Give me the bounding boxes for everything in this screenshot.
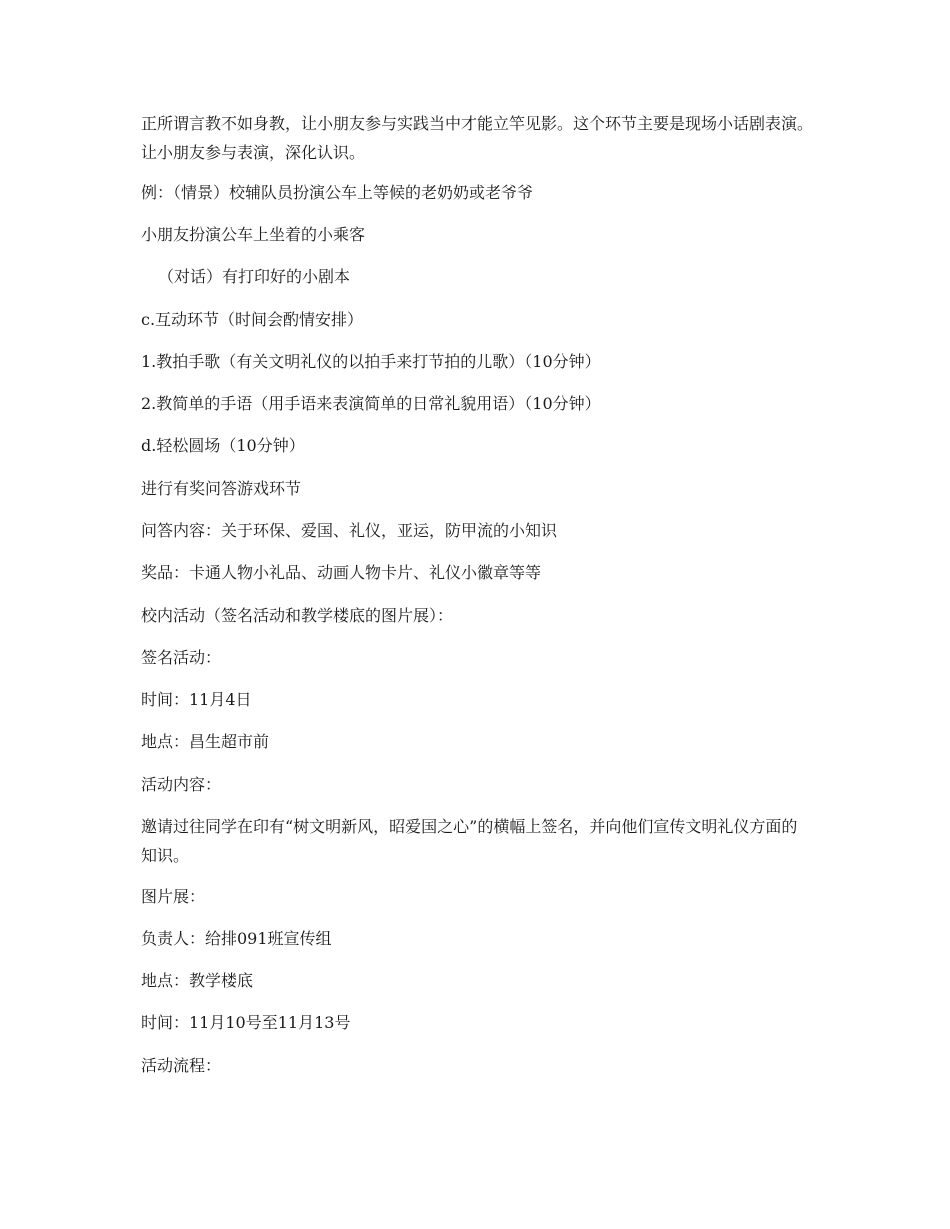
paragraph-closing-section: d.轻松圆场（10分钟）: [141, 436, 305, 455]
paragraph-prizes: 奖品：卡通人物小礼品、动画人物卡片、礼仪小徽章等等: [141, 563, 542, 582]
paragraph-interactive-section: c.互动环节（时间会酌情安排）: [141, 310, 364, 329]
paragraph-quiz-game: 进行有奖问答游戏环节: [141, 479, 302, 498]
paragraph-signature-heading: 签名活动：: [141, 648, 222, 667]
paragraph-passenger-role: 小朋友扮演公车上坐着的小乘客: [141, 225, 366, 244]
paragraph-signature-location: 地点：昌生超市前: [141, 732, 270, 751]
paragraph-person-in-charge: 负责人：给排091班宣传组: [141, 929, 332, 948]
paragraph-intro: 正所谓言教不如身教，让小朋友参与实践当中才能立竿见影。这个环节主要是现场小话剧表演。让小朋友参与表演，深化认识。: [141, 114, 814, 162]
paragraph-clapping-song: 1.教拍手歌（有关文明礼仪的以拍手来打节拍的儿歌）（10分钟）: [141, 352, 601, 371]
paragraph-invitation: 邀请过往同学在印有“树文明新风，昭爱国之心”的横幅上签名，并向他们宣传文明礼仪方面的知识。: [141, 817, 798, 865]
paragraph-exhibit-time: 时间：11月10号至11月13号: [141, 1013, 351, 1032]
paragraph-signature-time: 时间：11月4日: [141, 690, 252, 709]
paragraph-campus-activities: 校内活动（签名活动和教学楼底的图片展）：: [141, 606, 454, 625]
paragraph-sign-language: 2.教简单的手语（用手语来表演简单的日常礼貌用语）（10分钟）: [141, 394, 601, 413]
paragraph-example-scene: 例：（情景）校辅队员扮演公车上等候的老奶奶或老爷爷: [141, 183, 534, 202]
paragraph-activity-flow: 活动流程：: [141, 1056, 222, 1075]
paragraph-activity-content-heading: 活动内容：: [141, 775, 222, 794]
paragraph-dialogue: （对话）有打印好的小剧本: [158, 267, 351, 286]
paragraph-exhibit-location: 地点：教学楼底: [141, 971, 254, 990]
paragraph-quiz-content: 问答内容：关于环保、爱国、礼仪，亚运，防甲流的小知识: [141, 521, 558, 540]
paragraph-photo-exhibit-heading: 图片展：: [141, 887, 206, 906]
